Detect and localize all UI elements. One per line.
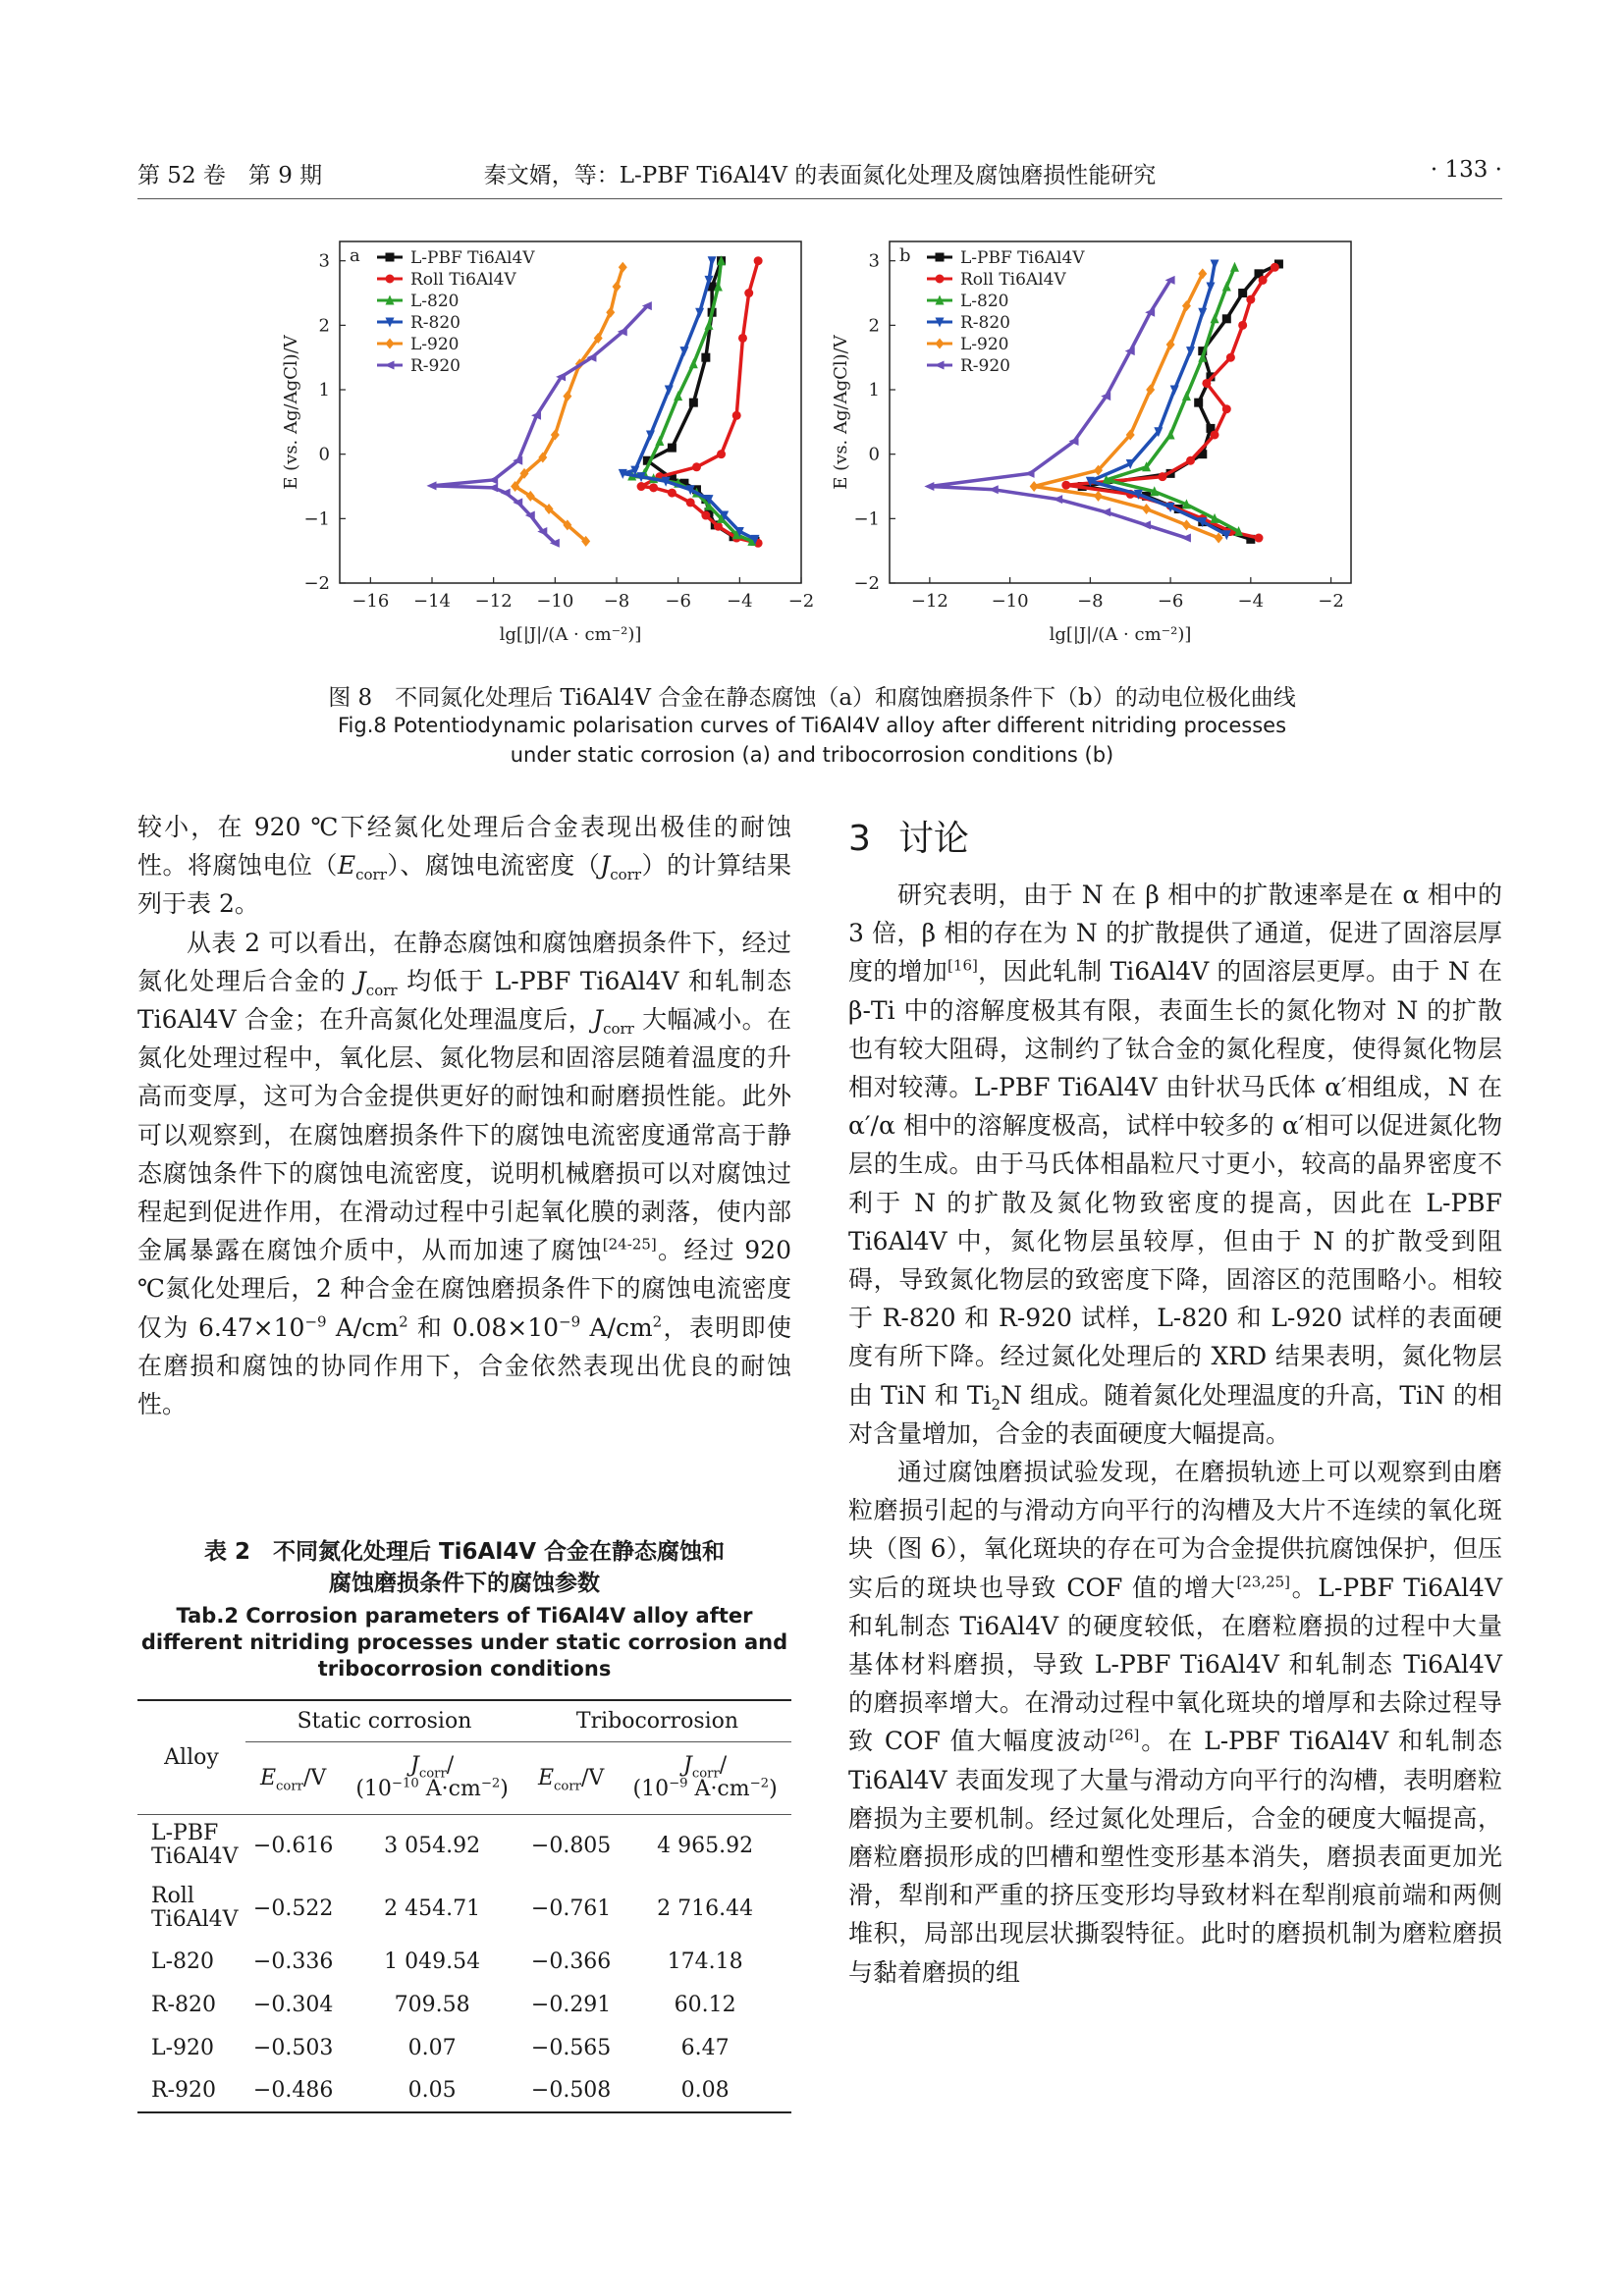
- cell-ecorr-static: −0.503: [252, 2035, 334, 2060]
- cell-jcorr-static: 3 054.92: [384, 1833, 481, 1858]
- cell-ecorr-tribo: −0.366: [530, 1949, 612, 1974]
- y-tick-label: 0: [318, 444, 330, 465]
- y-tick-label: −2: [853, 573, 880, 594]
- data-point: [1202, 379, 1211, 388]
- cell-alloy: L-PBF Ti6Al4V: [151, 1821, 239, 1870]
- cell-ecorr-tribo: −0.805: [530, 1833, 612, 1858]
- data-point: [714, 522, 723, 531]
- table-caption-cn-line1: 表 2 不同氮化处理后 Ti6Al4V 合金在静态腐蚀和: [203, 1539, 726, 1565]
- y-tick-label: −2: [303, 573, 330, 594]
- data-point: [1226, 353, 1235, 362]
- y-tick-label: 1: [318, 380, 330, 401]
- legend-entry: L-820: [410, 292, 460, 311]
- header-jcorr-tribo: $J_{corr}/$ ($10^{-9}$ $A\cdot cm^{-2}$): [619, 1741, 791, 1814]
- cell-jcorr-tribo: 0.08: [619, 2069, 791, 2112]
- table-caption-en: [137, 1603, 791, 1682]
- data-point: [1198, 308, 1207, 318]
- table-caption-en-line2: different nitriding processes under static corrosion and: [140, 1630, 788, 1654]
- x-axis-label: lg[|J|/(A · cm⁻²)]: [499, 624, 642, 645]
- data-point: [744, 289, 753, 297]
- figure-caption-en-line2: under static corrosion (a) and tribocorrosion conditions (b): [510, 743, 1114, 767]
- plot-frame: [890, 241, 1351, 583]
- y-tick-label: 3: [868, 250, 880, 272]
- legend-marker: [386, 339, 395, 349]
- data-point: [1238, 289, 1247, 297]
- y-tick-label: −1: [853, 508, 880, 530]
- header-ecorr-static: $E_{corr}/V$: [245, 1741, 341, 1814]
- cell-jcorr-tribo: 4 965.92: [657, 1833, 754, 1858]
- cell-ecorr-tribo: −0.508: [523, 2069, 619, 2112]
- y-tick-label: 2: [318, 315, 330, 337]
- corrosion-parameters-table: [137, 1699, 791, 2113]
- data-point: [1222, 314, 1231, 323]
- section-number: 3: [848, 819, 871, 859]
- cell-jcorr-tribo: 6.47: [680, 2035, 730, 2060]
- data-point: [924, 482, 934, 491]
- x-tick-label: −6: [665, 591, 691, 612]
- legend-entry: L-820: [960, 292, 1009, 311]
- running-title: 秦文婿，等：L-PBF Ti6Al4V 的表面氮化处理及腐蚀磨损性能研究: [483, 163, 1157, 188]
- data-point: [668, 489, 677, 498]
- legend-entry: L-PBF Ti6Al4V: [410, 248, 535, 268]
- x-tick-label: −8: [603, 591, 630, 612]
- legend-entry: Roll Ti6Al4V: [960, 270, 1066, 290]
- series-l-pbf-ti6al4v: [643, 256, 760, 546]
- series-l-920: [511, 262, 627, 547]
- cell-alloy: L-820: [151, 1949, 215, 1974]
- y-tick-label: 0: [868, 444, 880, 465]
- legend-entry: R-820: [410, 313, 460, 333]
- cell-ecorr-static: −0.304: [252, 1992, 334, 2017]
- cell-ecorr-static: −0.486: [245, 2069, 341, 2112]
- table-row: [137, 1814, 791, 1877]
- x-tick-label: −8: [1077, 591, 1104, 612]
- x-tick-label: −10: [991, 591, 1029, 612]
- table-caption-en-line1: Tab.2 Corrosion parameters of Ti6Al4V alloy after: [176, 1604, 753, 1628]
- data-point: [701, 353, 710, 362]
- cell-jcorr-static: 0.07: [407, 2035, 457, 2060]
- data-point: [1030, 481, 1039, 492]
- legend-entry: L-920: [960, 335, 1009, 354]
- data-point: [708, 256, 717, 266]
- data-point: [738, 334, 747, 343]
- figure-caption-en: [196, 711, 1428, 770]
- cell-ecorr-static: −0.616: [252, 1833, 334, 1858]
- series-roll-ti6al4v: [637, 256, 763, 548]
- series-l-920: [1030, 268, 1223, 543]
- data-point: [717, 450, 726, 458]
- volume-issue: 第 52 卷 第 9 期: [137, 163, 323, 188]
- legend-entry: R-920: [960, 356, 1010, 376]
- x-tick-label: −4: [727, 591, 753, 612]
- cell-ecorr-tribo: −0.565: [530, 2035, 612, 2060]
- x-tick-label: −16: [352, 591, 390, 612]
- legend-entry: L-PBF Ti6Al4V: [960, 248, 1085, 268]
- legend-marker: [935, 361, 945, 370]
- data-point: [637, 482, 646, 491]
- table-caption-en-line3: tribocorrosion conditions: [317, 1657, 612, 1681]
- cell-ecorr-static: −0.336: [252, 1949, 334, 1974]
- data-point: [1101, 507, 1110, 516]
- header-jcorr-static: $J_{corr}/$ ($10^{-10}$ $A\cdot cm^{-2}$): [341, 1741, 523, 1814]
- table-row: [137, 1940, 791, 1983]
- data-point: [1238, 321, 1247, 330]
- x-tick-label: −12: [910, 591, 948, 612]
- legend: [927, 248, 1085, 376]
- data-point: [1094, 491, 1103, 502]
- data-point: [488, 483, 498, 492]
- header-alloy: Alloy: [137, 1700, 245, 1814]
- series-line: [641, 261, 758, 544]
- data-point: [1194, 399, 1203, 407]
- x-tick-label: −2: [787, 591, 815, 612]
- cell-alloy: R-920: [137, 2069, 245, 2112]
- legend-marker: [936, 253, 945, 262]
- x-axis-label: lg[|J|/(A · cm⁻²)]: [1049, 624, 1192, 645]
- data-point: [1181, 534, 1191, 543]
- data-point: [649, 483, 658, 492]
- cell-jcorr-tribo: 174.18: [667, 1949, 743, 1974]
- data-point: [488, 475, 498, 484]
- y-axis-label: E (vs. Ag/AgCl)/V: [831, 335, 851, 490]
- section-heading: [848, 811, 997, 861]
- x-tick-label: −10: [536, 591, 574, 612]
- data-point: [1222, 404, 1231, 413]
- cell-ecorr-static: −0.522: [252, 1896, 334, 1921]
- data-point: [1246, 295, 1255, 304]
- legend-entry: L-920: [410, 335, 460, 354]
- table-row: [137, 2026, 791, 2069]
- cell-jcorr-tribo: 2 716.44: [657, 1896, 754, 1921]
- cell-alloy: Roll Ti6Al4V: [151, 1884, 239, 1932]
- cell-jcorr-tribo: 60.12: [674, 1992, 736, 2017]
- table-caption-cn-line2: 腐蚀磨损条件下的腐蚀参数: [329, 1571, 600, 1596]
- y-tick-label: 2: [868, 315, 880, 337]
- right-paragraph-2: 通过腐蚀磨损试验发现，在磨损轨迹上可以观察到由磨粒磨损引起的与滑动方向平行的沟槽及大片不连续的氧化斑块（图 6），氧化斑块的存在可为合金提供抗腐蚀保护，但压实后的斑块也导致 COF 值的增大[23,25]。L-PBF Ti6Al4V 和轧制态 Ti6Al4V 的硬度较低，在磨粒磨损的过程中大量基体材料磨损，导致 L-PBF Ti6Al4V 和轧制态 Ti6Al4V 的磨损率增大。在滑动过程中氧化斑块的增厚和去除过程导致 COF 值大幅度波动[26]。在 L-PBF Ti6Al4V 和轧制态 Ti6Al4V 表面发现了大量与滑动方向平行的沟槽，表明磨粒磨损为主要机制。经过氮化处理后，合金的硬度大幅提高，磨粒磨损形成的凹槽和塑性变形基本消失，磨损表面更加光滑，犁削和严重的挤压变形均导致材料在犁削痕前端和两侧堆积，局部出现层状撕裂特征。此时的磨损机制为磨粒磨损与黏着磨损的组: [848, 1458, 1502, 1987]
- polarization-plot-b: [821, 224, 1371, 656]
- data-point: [1141, 520, 1151, 529]
- x-tick-label: −4: [1237, 591, 1265, 612]
- series-r-920: [427, 301, 652, 548]
- data-point: [1211, 259, 1219, 269]
- data-point: [701, 511, 710, 520]
- data-point: [1025, 469, 1035, 478]
- series-line: [432, 306, 647, 544]
- running-header: [137, 157, 1502, 190]
- data-point: [1186, 456, 1195, 465]
- data-point: [689, 399, 698, 407]
- data-point: [1061, 481, 1070, 490]
- polarization-plot-a: [271, 224, 821, 656]
- legend: [377, 248, 535, 376]
- data-point: [1215, 533, 1223, 544]
- cell-ecorr-tribo: −0.291: [530, 1992, 612, 2017]
- right-column: [848, 876, 1502, 1992]
- legend-marker: [386, 275, 395, 284]
- legend-marker: [386, 253, 395, 262]
- table-caption-cn: [137, 1536, 791, 1599]
- data-point: [989, 485, 999, 494]
- y-tick-label: 3: [318, 250, 330, 272]
- x-tick-label: −14: [413, 591, 451, 612]
- data-point: [1053, 495, 1062, 504]
- cell-jcorr-static: 1 049.54: [384, 1949, 481, 1974]
- data-point: [613, 281, 622, 292]
- header-static-corrosion: Static corrosion: [245, 1700, 523, 1741]
- data-point: [668, 444, 677, 453]
- left-column: [137, 808, 791, 1423]
- data-point: [1255, 534, 1264, 543]
- right-paragraph-1: 研究表明，由于 N 在 β 相中的扩散速率是在 α 相中的 3 倍，β 相的存在为 N 的扩散提供了通道，促进了固溶层厚度的增加[16]，因此轧制 Ti6Al4V 的固溶层更厚。由于 N 在 β-Ti 中的溶解度极其有限，表面生长的氮化物对 N 的扩散也有较大阻碍，这制约了钛合金的氮化程度，使得氮化物层相对较薄。L-PBF Ti6Al4V 由针状马氏体 α′相组成，N 在 α′/α 相中的溶解度极高，试样中较多的 α′相可以促进氮化物层的生成。由于马氏体相晶粒尺寸更小，较高的晶界密度不利于 N 的扩散及氮化物致密度的提高，因此在 L-PBF Ti6Al4V 中，氮化物层虽较厚，但由于 N 的扩散受到阻碍，导致氮化物层的致密度下降，固溶区的范围略小。相较于 R-820 和 R-920 试样，L-820 和 L-920 试样的表面硬度有所下降。经过氮化处理后的 XRD 结果表明，氮化物层由 TiN 和 $Ti_2N$ 组成。随着氮化处理温度的升高，TiN 的相对含量增加，合金的表面硬度大幅提高。: [848, 881, 1502, 1448]
- legend-entry: Roll Ti6Al4V: [410, 270, 516, 290]
- header-ecorr-tribo: $E_{corr}/V$: [523, 1741, 619, 1814]
- series-line: [623, 261, 755, 540]
- cell-ecorr-tribo: −0.761: [530, 1896, 612, 1921]
- data-point: [1230, 262, 1239, 272]
- figure-caption-cn: 图 8 不同氮化处理后 Ti6Al4V 合金在静态腐蚀（a）和腐蚀磨损条件下（b）的动电位极化曲线: [328, 685, 1296, 711]
- legend-marker: [936, 275, 945, 284]
- data-point: [1182, 519, 1191, 530]
- legend-entry: R-920: [410, 356, 460, 376]
- data-point: [1211, 430, 1219, 439]
- y-axis-label: E (vs. Ag/AgCl)/V: [281, 335, 301, 490]
- table-row: [137, 2069, 791, 2112]
- panel-label: b: [899, 245, 911, 266]
- x-tick-label: −6: [1157, 591, 1184, 612]
- data-point: [754, 256, 763, 265]
- x-tick-label: −12: [474, 591, 513, 612]
- left-paragraph-1: 较小，在 920 ℃下经氮化处理后合金表现出极佳的耐蚀性。将腐蚀电位$(E_{corr})$、腐蚀电流密度$(J_{corr})$的计算结果列于表 2。: [137, 813, 791, 919]
- data-point: [1259, 276, 1268, 285]
- data-point: [427, 481, 437, 490]
- cell-alloy: L-920: [151, 2035, 215, 2060]
- data-point: [732, 411, 741, 420]
- header-rule: [137, 198, 1502, 199]
- figure-caption-en-line1: Fig.8 Potentiodynamic polarisation curves of Ti6Al4V alloy after different nitriding processes: [337, 714, 1287, 737]
- page-number: · 133 ·: [1430, 157, 1502, 183]
- data-point: [1271, 263, 1279, 272]
- x-tick-label: −2: [1318, 591, 1344, 612]
- legend-marker: [385, 361, 395, 370]
- y-tick-label: 1: [868, 380, 880, 401]
- header-tribocorrosion: Tribocorrosion: [523, 1700, 791, 1741]
- data-point: [692, 462, 701, 471]
- cell-jcorr-static: 0.05: [341, 2069, 523, 2112]
- panel-label: a: [350, 245, 360, 266]
- cell-alloy: R-820: [151, 1992, 216, 2017]
- cell-jcorr-static: 2 454.71: [384, 1896, 481, 1921]
- left-paragraph-2: 从表 2 可以看出，在静态腐蚀和腐蚀磨损条件下，经过氮化处理后合金的 $J_{corr}$ 均低于 L-PBF Ti6Al4V 和轧制态 Ti6Al4V 合金；在升高氮化处理温度后，$J_{corr}$ 大幅减小。在氮化处理过程中，氧化层、氮化物层和固溶层随着温度的升高而变厚，这可为合金提供更好的耐蚀和耐磨损性能。此外可以观察到，在腐蚀磨损条件下的腐蚀电流密度通常高于静态腐蚀条件下的腐蚀电流密度，说明机械磨损可以对腐蚀过程起到促进作用，在滑动过程中引起氧化膜的剥落，使内部金属暴露在腐蚀介质中，从而加速了腐蚀[24-25]。经过 920 ℃氮化处理后，2 种合金在腐蚀磨损条件下的腐蚀电流密度仅为 $6.47\times 10^{-9}$ $A/cm^2$ 和 $0.08\times 10^{-9}$ $A/cm^2$，表明即使在磨损和腐蚀的协同作用下，合金依然表现出优良的耐蚀性。: [137, 928, 791, 1419]
- legend-marker: [936, 339, 945, 349]
- data-point: [686, 498, 695, 507]
- data-point: [1142, 504, 1151, 514]
- cell-jcorr-static: 709.58: [394, 1992, 470, 2017]
- table-row: [137, 1983, 791, 2026]
- legend-entry: R-820: [960, 313, 1010, 333]
- data-point: [1158, 472, 1166, 481]
- table-row: [137, 1877, 791, 1940]
- data-point: [619, 262, 627, 273]
- y-tick-label: −1: [303, 508, 330, 530]
- data-point: [1206, 282, 1215, 292]
- section-title: 讨论: [897, 819, 969, 859]
